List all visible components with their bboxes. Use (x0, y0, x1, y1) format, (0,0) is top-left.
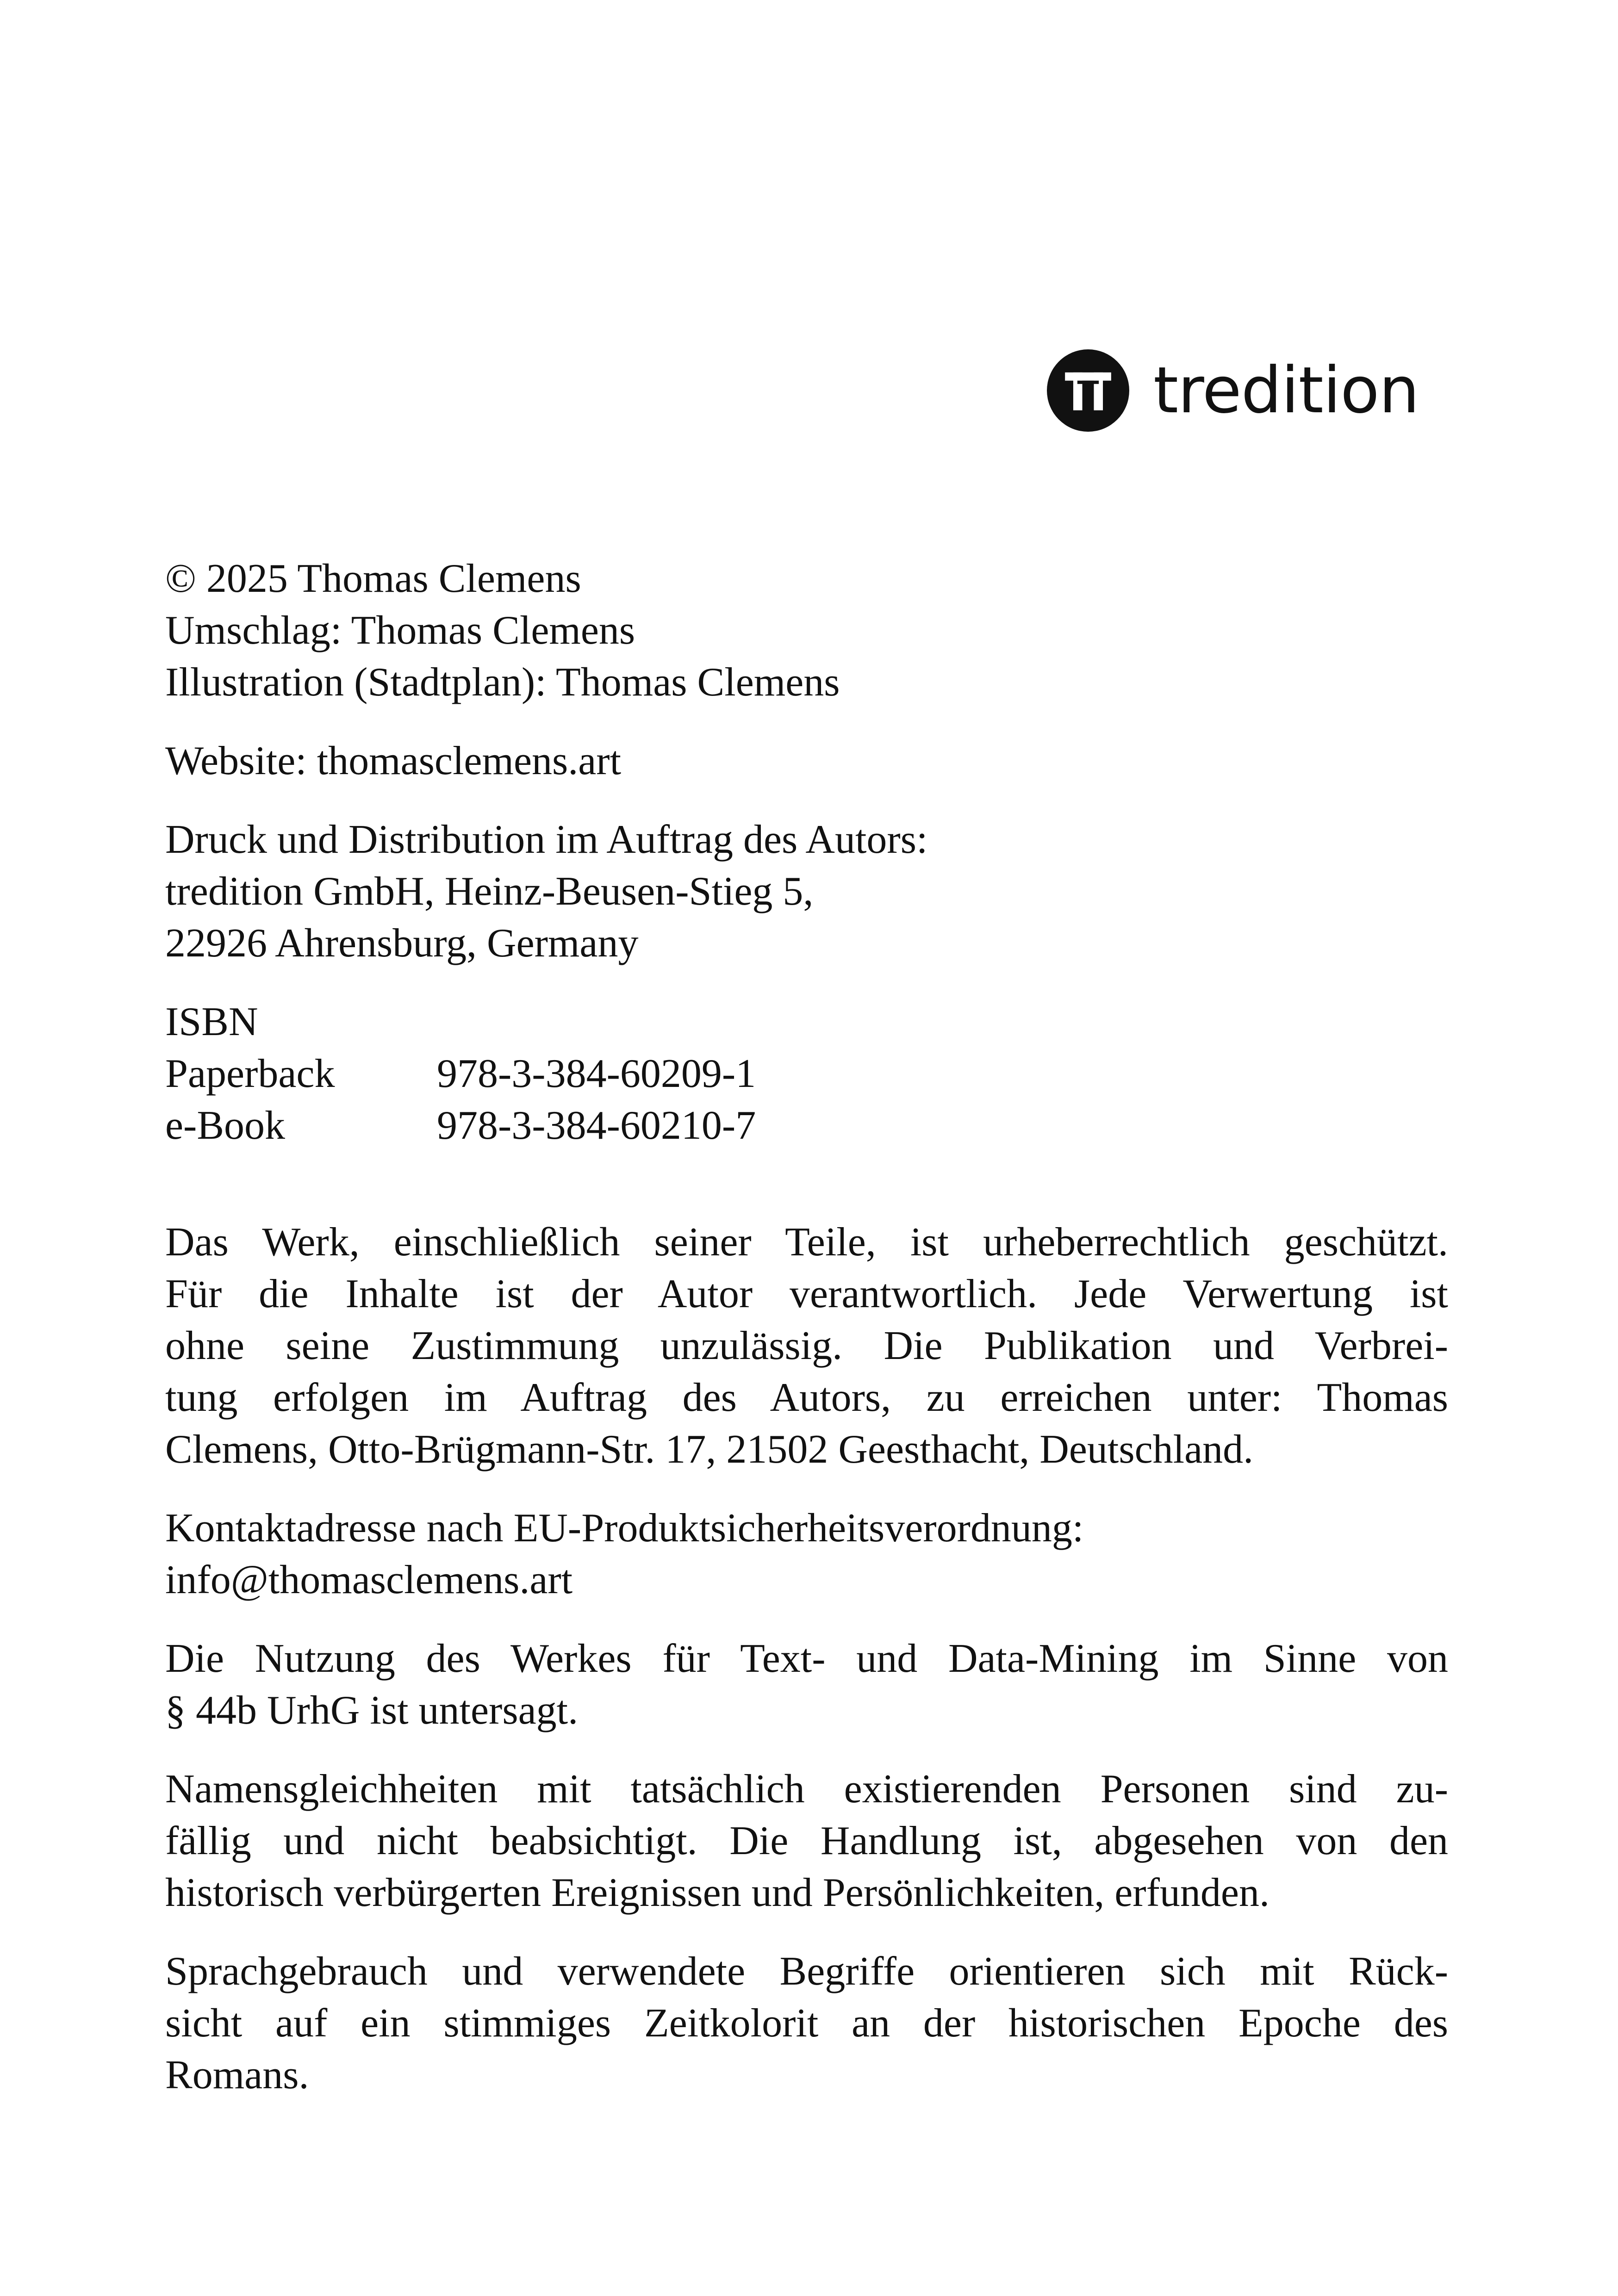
tdm-notice-line: § 44b UrhG ist untersagt. (165, 1688, 579, 1733)
distribution-line-3: 22926 Ahrensburg, Germany (165, 921, 639, 966)
isbn-block (165, 996, 1448, 1152)
tdm-notice-line: Die Nutzung des Werkes für Text- und Data-Mining im Sinne von (165, 1636, 1448, 1681)
language-notice-line: Sprachgebrauch und verwendete Begriffe orientieren sich mit Rück- (165, 1949, 1448, 1994)
copyright-notice-line: tung erfolgen im Auftrag des Autors, zu erreichen unter: Thomas (165, 1375, 1448, 1420)
publisher-wordmark: tredition (1153, 353, 1419, 428)
isbn-label: e-Book (165, 1103, 286, 1148)
credits-block (165, 553, 1448, 708)
website-line: Website: thomasclemens.art (165, 738, 622, 783)
distribution-block (165, 814, 1448, 969)
contact-line-1: Kontaktadresse nach EU-Produktsicherheitsverordnung: (165, 1506, 1084, 1551)
imprint-page (165, 553, 1448, 2128)
contact-email: info@thomasclemens.art (165, 1558, 573, 1602)
cover-credit: Umschlag: Thomas Clemens (165, 608, 635, 653)
publisher-logo (1047, 348, 1419, 433)
tredition-logo-icon (1047, 349, 1129, 432)
isbn-value: 978-3-384-60209-1 (437, 1051, 756, 1096)
isbn-heading: ISBN (165, 999, 258, 1044)
distribution-line-2: tredition GmbH, Heinz-Beusen-Stieg 5, (165, 869, 814, 914)
isbn-row-ebook (165, 1100, 1448, 1152)
isbn-row-paperback (165, 1048, 1448, 1100)
language-notice (165, 1946, 1448, 2101)
language-notice-line: Romans. (165, 2053, 309, 2097)
website-block (165, 735, 1448, 787)
tdm-notice (165, 1633, 1448, 1737)
copyright-line: © 2025 Thomas Clemens (165, 556, 581, 601)
copyright-notice-line: Clemens, Otto-Brügmann-Str. 17, 21502 Geesthacht, Deutschland. (165, 1427, 1254, 1472)
distribution-line-1: Druck und Distribution im Auftrag des Autors: (165, 817, 928, 862)
isbn-label: Paperback (165, 1051, 335, 1096)
language-notice-line: sicht auf ein stimmiges Zeitkolorit an der historischen Epoche des (165, 2001, 1448, 2046)
isbn-value: 978-3-384-60210-7 (437, 1103, 756, 1148)
fiction-notice-line: Namensgleichheiten mit tatsächlich existierenden Personen sind zu- (165, 1767, 1448, 1812)
copyright-notice-line: Für die Inhalte ist der Autor verantwortlich. Jede Verwertung ist (165, 1272, 1448, 1316)
fiction-notice-line: fällig und nicht beabsichtigt. Die Handlung ist, abgesehen von den (165, 1818, 1448, 1863)
copyright-notice-line: ohne seine Zustimmung unzulässig. Die Publikation und Verbrei- (165, 1323, 1448, 1368)
fiction-notice (165, 1763, 1448, 1919)
copyright-notice (165, 1216, 1448, 1476)
contact-block (165, 1502, 1448, 1606)
copyright-notice-line: Das Werk, einschließlich seiner Teile, ist urheberrechtlich geschützt. (165, 1220, 1448, 1265)
illustration-credit: Illustration (Stadtplan): Thomas Clemens (165, 660, 840, 705)
fiction-notice-line: historisch verbürgerten Ereignissen und Persönlichkeiten, erfunden. (165, 1870, 1270, 1915)
